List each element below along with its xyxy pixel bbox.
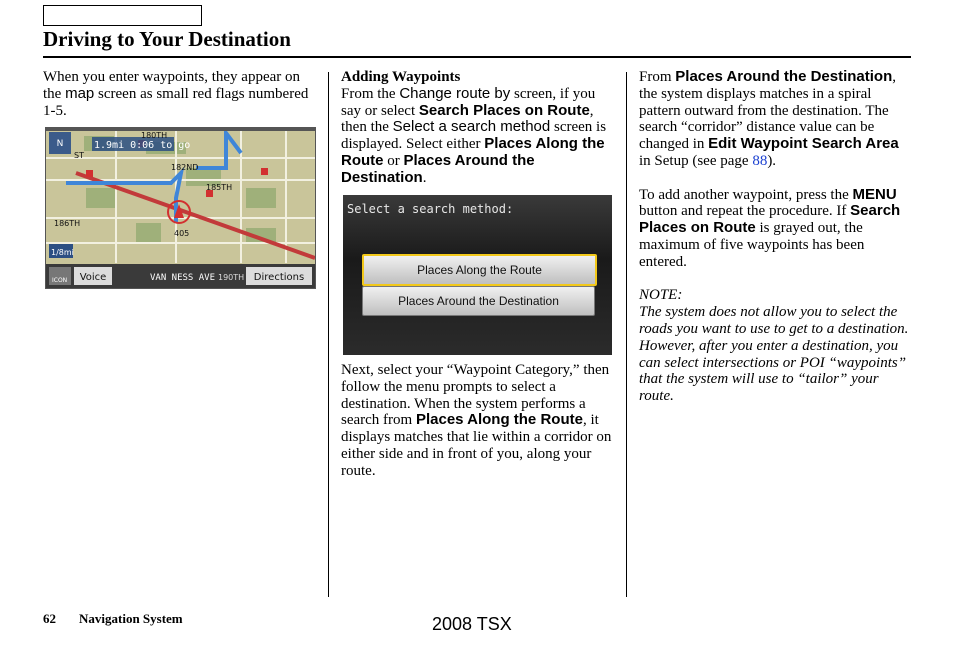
section-title: Driving to Your Destination — [43, 27, 291, 51]
svg-text:180TH: 180TH — [141, 131, 168, 140]
svg-text:1/8mi: 1/8mi — [51, 248, 74, 257]
page-88-link[interactable]: 88 — [752, 152, 768, 169]
column-2-paragraph-2: Next, select your “Waypoint Category,” then follow the menu prompts to select a destination. When the system performs a search from Places Along the Route, it displays matches that lie within a corridor on either side and in front of you, along your route. — [341, 362, 612, 479]
subsection-heading: Adding Waypoints — [341, 69, 461, 85]
places-along-route-option: Places Along the Route — [362, 254, 597, 286]
column-3 — [639, 69, 911, 405]
places-around-destination-option: Places Around the Destination — [362, 286, 595, 316]
column-divider-1 — [328, 72, 329, 597]
column-3-paragraph-1: From Places Around the Destination, the system displays matches in a spiral pattern outward from the destination. The search “corridor” distance value can be changed in Edit Waypoint Search Area in Setup (see page 88). — [639, 68, 899, 169]
note-body: The system does not allow you to select the roads you want to use to get to a destination. However, after you enter a destination, you can select intersections or POI “waypoints” that the system will use to “tailor” your route. — [639, 304, 909, 405]
intro-paragraph: When you enter waypoints, they appear on the map screen as small red flags numbered 1-5. — [43, 69, 309, 119]
column-1 — [43, 69, 315, 119]
header-tab-box — [43, 5, 202, 26]
column-divider-2 — [626, 72, 627, 597]
svg-text:186TH: 186TH — [54, 219, 81, 228]
svg-text:190TH: 190TH — [218, 273, 245, 282]
title-rule — [43, 56, 911, 58]
svg-text:405: 405 — [174, 229, 190, 238]
svg-text:182ND: 182ND — [171, 163, 199, 172]
column-3-paragraph-2: To add another waypoint, press the MENU button and repeat the procedure. If Search Places on Route is grayed out, the maximum of five waypoints has been entered. — [639, 185, 901, 270]
voice-button: Voice — [79, 272, 107, 283]
directions-button: Directions — [253, 272, 305, 283]
compass-icon: N — [56, 139, 64, 149]
footer-label: Navigation System — [79, 611, 183, 626]
column-2-lower — [341, 362, 613, 480]
street-name: VAN NESS AVE — [150, 273, 216, 283]
column-2 — [341, 69, 613, 187]
svg-text:ICON: ICON — [52, 277, 68, 284]
distance-readout: 1.9mi 0:06 to go — [94, 140, 191, 151]
page-number: 62 — [43, 611, 56, 626]
svg-text:ST: ST — [74, 151, 84, 160]
svg-text:185TH: 185TH — [206, 183, 233, 192]
column-2-paragraph-1: From the Change route by screen, if you say or select Search Places on Route, then the Select a search method screen is displayed. Select either Places Along the Route or Places Around the Destination. — [341, 84, 607, 186]
search-method-header: Select a search method: — [347, 202, 514, 216]
map-screen-image — [45, 127, 316, 289]
search-method-screen-image — [343, 195, 612, 355]
note-heading: NOTE: — [639, 287, 683, 304]
model-label: 2008 TSX — [432, 614, 512, 634]
